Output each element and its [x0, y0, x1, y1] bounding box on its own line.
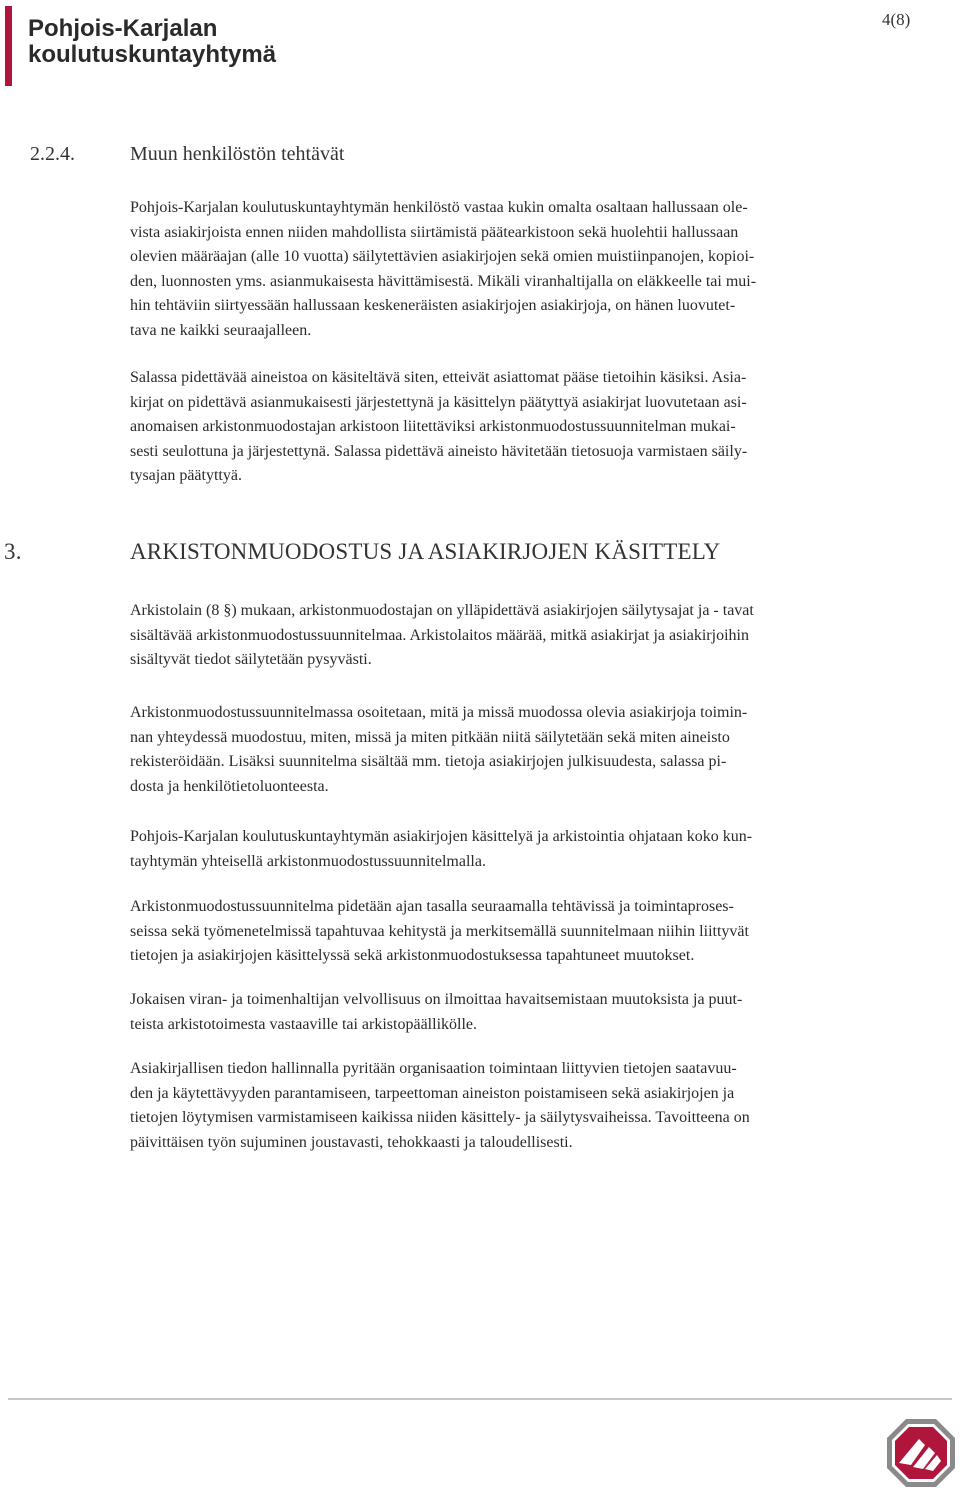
paragraph-line: päivittäisen työn sujuminen joustavasti, tehokkaasti ja taloudellisesti.: [130, 1133, 573, 1151]
chapter-number: 3.: [4, 539, 22, 564]
section-number: 2.2.4.: [30, 143, 75, 165]
logo-line-2: koulutuskuntayhtymä: [28, 41, 277, 68]
paragraph-line: tava ne kaikki seuraajalleen.: [130, 321, 312, 339]
paragraph: [130, 599, 950, 673]
paragraph-line: tietojen ja asiakirjojen käsittelyssä sekä arkistonmuodostuksessa tapahtuneet muutokset.: [130, 947, 695, 964]
paragraph-line: rekisteröidään. Lisäksi suunnitelma sisältää mm. tietoja asiakirjojen julkisuudesta, salassa pi-: [130, 753, 727, 770]
paragraph-line: tietojen löytymisen varmistamiseen kaikissa niiden käsittely- ja säilytysvaiheissa. Tavoitteena on: [130, 1109, 750, 1126]
paragraph-line: dosta ja henkilötietoluonteesta.: [130, 777, 329, 795]
organization-emblem-icon: [885, 1417, 957, 1489]
paragraph: [130, 1057, 950, 1155]
paragraph: [130, 988, 950, 1037]
paragraph-line: nan yhteydessä muodostuu, miten, missä ja miten pitkään niitä säilytetään sekä miten aineisto: [130, 728, 730, 746]
paragraph-line: seissa sekä työmenetelmissä tapahtuvaa kehitystä ja merkitsemällä suunnitelmaan niihin liittyvät: [130, 922, 749, 940]
logo-line-1: Pohjois-Karjalan: [28, 15, 218, 42]
paragraph-line: vista asiakirjoista ennen niiden mahdollista siirtämistä päätearkistoon sekä huolehtii hallussaan: [130, 223, 739, 241]
paragraph-line: Arkistonmuodostussuunnitelmassa osoitetaan, mitä ja missä muodossa olevia asiakirjoja toimin-: [130, 704, 748, 721]
paragraph: [130, 196, 950, 343]
paragraph-line: Pohjois-Karjalan koulutuskuntayhtymän henkilöstö vastaa kukin omalta osaltaan hallussaan ole-: [130, 199, 748, 216]
paragraph: [130, 366, 950, 489]
paragraph-line: Asiakirjallisen tiedon hallinnalla pyritään organisaation toimintaan liittyvien tietojen saatavuu-: [130, 1060, 737, 1077]
paragraph-line: sisältävää arkistonmuodostussuunnitelmaa. Arkistolaitos määrää, mitkä asiakirjat ja asiakirjoihin: [130, 626, 749, 644]
chapter-title: ARKISTONMUODOSTUS JA ASIAKIRJOJEN KÄSITTELY: [130, 539, 721, 564]
paragraph-line: sesti seulottuna ja järjestettynä. Salassa pidettävä aineisto hävitetään tietosuoja varmistaen säily-: [130, 442, 748, 460]
paragraph-line: Salassa pidettävää aineistoa on käsiteltävä siten, etteivät asiattomat pääse tietoihin käsiksi. Asia-: [130, 369, 747, 386]
organization-logo: [28, 16, 276, 68]
paragraph-line: olevien määräajan (alle 10 vuotta) säilytettävien asiakirjojen sekä omien muistiinpanojen, kopioi-: [130, 248, 755, 265]
paragraph: [130, 825, 950, 874]
paragraph-line: Jokaisen viran- ja toimenhaltijan velvollisuus on ilmoittaa havaitsemistaan muutoksista ja puut-: [130, 991, 743, 1008]
paragraph-line: Pohjois-Karjalan koulutuskuntayhtymän asiakirjojen käsittelyä ja arkistointia ohjataan koko kun-: [130, 828, 753, 845]
paragraph-line: Arkistolain (8 §) mukaan, arkistonmuodostajan on ylläpidettävä asiakirjojen säilytysajat ja - tavat: [130, 602, 754, 619]
paragraph-line: tysajan päätyttyä.: [130, 467, 242, 484]
paragraph-line: hin tehtäviin siirtyessään hallussaan keskeneräisten asiakirjojen asiakirjoja, on hänen luovutet-: [130, 297, 736, 314]
paragraph: [130, 701, 950, 799]
footer-divider: [8, 1398, 952, 1400]
logo-accent-bar: [5, 6, 12, 86]
page-number: 4(8): [882, 10, 911, 29]
paragraph-line: tayhtymän yhteisellä arkistonmuodostussuunnitelmalla.: [130, 852, 486, 870]
section-title: Muun henkilöstön tehtävät: [130, 143, 345, 165]
paragraph: [130, 895, 950, 969]
paragraph-line: den, luonnosten yms. asianmukaisesta hävittämisestä. Mikäli viranhaltijalla on eläkkeelle tai mui-: [130, 272, 757, 290]
paragraph-line: kirjat on pidettävä asianmukaisesti järjestettynä ja käsittelyn päätyttyä asiakirjat luovutetaan asi-: [130, 393, 747, 411]
paragraph-line: teista arkistotoimesta vastaaville tai arkistopäällikölle.: [130, 1015, 478, 1033]
paragraph-line: anomaisen arkistonmuodostajan arkistoon liitettäviksi arkistonmuodostussuunnitelman mukai-: [130, 418, 736, 435]
paragraph-line: sisältyvät tiedot säilytetään pysyvästi.: [130, 651, 372, 668]
paragraph-line: Arkistonmuodostussuunnitelma pidetään ajan tasalla seuraamalla tehtävissä ja toimintaproses-: [130, 898, 734, 915]
paragraph-line: den ja käytettävyyden parantamiseen, tarpeettoman aineiston poistamiseen sekä asiakirjojen ja: [130, 1084, 735, 1102]
